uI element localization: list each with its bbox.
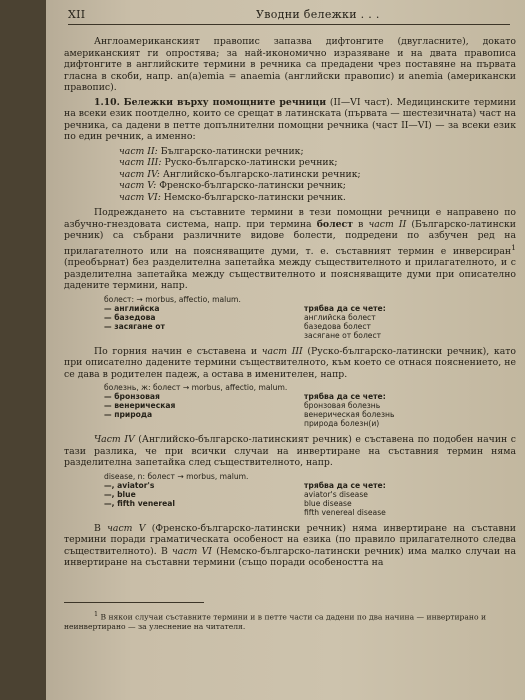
page-number: XII — [68, 8, 86, 21]
parts-list — [119, 146, 516, 204]
list-item: част V: Френско-българско-латински речник; — [119, 180, 346, 191]
list-item: част VI: Немско-българско-латински речник. — [119, 191, 346, 203]
example-left: — бронзовая — венерическая — природа — [104, 392, 176, 420]
section-title: Бележки върху помощните речници — [123, 96, 327, 108]
example-right: трябва да се чете: aviator's disease blue disease fifth venereal disease — [304, 480, 386, 517]
footnote-rule — [64, 602, 204, 603]
example-right: трябва да се чете: английска болест базедова болест засягане от болест — [304, 303, 386, 340]
section-text: (II—VI част). Медицинските термини на всеки език поотделно, които се срещат в латинската (първата — шестезичната) част на речника, са дадени в петте допълнителни помощни речника (част II—VI) — за всеки език по един речник, а именно: — [64, 96, 516, 142]
section-number: 1.10. — [94, 96, 120, 108]
list-item: част IV: Английско-българско-латински речник; — [119, 168, 361, 180]
footnote: $^1$ В някои случаи съставните термини и в петте части са дадени по два начина — инвертирано и неинвертирано — за улеснение на читателя. — [64, 611, 487, 632]
paragraph-parts5-6: В част V (Френско-българско-латински речник) няма инвертиране на съставни термини поради граматическата особеност на езика (по правило прилагателното следва съществителното). В част VI (Немско-българско-латински речник) има малко случаи на инвертиране на съставни термини (също поради особеността на — [64, 522, 516, 569]
section-paragraph — [64, 97, 516, 143]
example-right: трябва да се чете: бронзовая болезнь венерическая болезнь природа болезн(и) — [304, 392, 395, 429]
example-left: — английска — базедова — засягане от — [104, 303, 165, 331]
example-lead: disease, n: болест → morbus, malum. — [104, 471, 249, 481]
example-lead: болест: → morbus, affectio, malum. — [104, 294, 241, 304]
paragraph-part3: По горния начин е съставена и част III (Руско-българско-латински речник), като при описателно дадените термини съществителното, към което се отнася пояснението, не се дава в родителен падеж, а остава в именителен, напр. — [64, 345, 516, 380]
running-title: Уводни бележки . . . — [256, 8, 380, 21]
example-left: —, aviator's —, blue —, fifth venereal — [104, 480, 176, 508]
book-page — [46, 0, 525, 700]
intro-paragraph: Англоамериканският правопис запазва дифтонгите (двугласните), докато американският ги опростява; за най-икономично изразяване и на двата правописа дифтонгите в английските термини в речника са предадени чрез поставяне на първата гласна в скоби, напр. an(a)emia = anaemia (английски правопис) и anemia (американски правопис). — [64, 36, 516, 93]
page-body — [64, 36, 516, 572]
example-disease — [64, 472, 516, 517]
list-item: част III: Руско-българско-латински речник; — [119, 157, 338, 168]
example-bolest — [64, 295, 516, 340]
paragraph-part4: Част IV (Английско-българско-латинският речник) е съставена по подобен начин с тази разлика, че при всички случаи на инвертиране на съставния термин няма разделителна запетайка след съществителното, напр. — [64, 434, 516, 469]
example-bolezn — [64, 383, 516, 428]
list-item: част II: Българско-латински речник; — [119, 145, 304, 157]
paragraph-ordering: Подреждането на съставните термини в тези помощни речници е направено по азбучно-гнездовата система, напр. при термина болест в част II (Българско-латински речник) са събрани различните видове болести, подредени по азбучен ред на прилагателното или на поясняващите думи, т. е. съставният термин е инверсиран$^1$ (преобърнат) без разделителна запетайка между съществителното и прилагателното, и с разделителна запетайка между съществителното и поясняващите думи при описателно дадените термини, напр. — [64, 207, 516, 292]
footnote-ref: 1 — [511, 242, 516, 252]
example-lead: болезнь, ж: болест → morbus, affectio, malum. — [104, 383, 288, 393]
header-rule — [68, 24, 510, 25]
